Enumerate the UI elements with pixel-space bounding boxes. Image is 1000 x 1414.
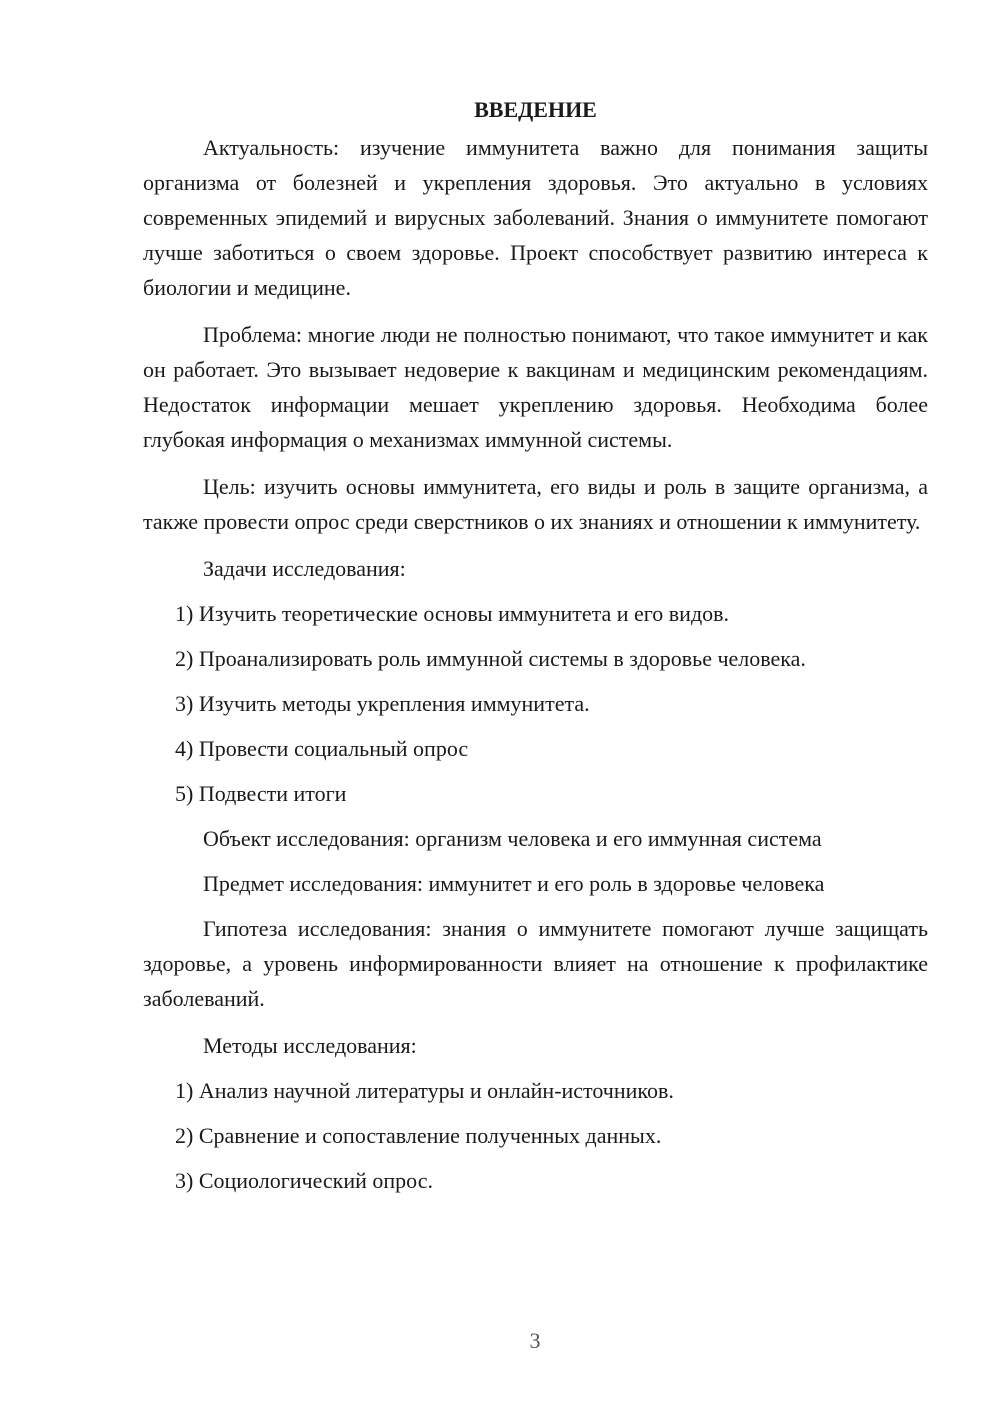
relevance-paragraph: Актуальность: изучение иммунитета важно для понимания защиты организма от болезней и укрепления здоровья. Это актуально в условиях современных эпидемий и вирусных заболеваний. Знания о иммунитете помогают лучше заботиться о своем здоровье. Проект способствует развитию интереса к биологии и медицине.	[143, 135, 928, 300]
page-title: ВВЕДЕНИЕ	[474, 97, 597, 122]
task-item: 4) Провести социальный опрос	[175, 736, 469, 761]
method-item: 3) Социологический опрос.	[175, 1168, 433, 1193]
research-subject: Предмет исследования: иммунитет и его роль в здоровье человека	[203, 871, 825, 896]
problem-paragraph: Проблема: многие люди не полностью понимают, что такое иммунитет и как он работает. Это вызывает недоверие к вакцинам и медицинским рекомендациям. Недостаток информации мешает укреплению здоровья. Необходима более глубокая информация о механизмах иммунной системы.	[143, 322, 928, 452]
method-item: 1) Анализ научной литературы и онлайн-источников.	[175, 1078, 674, 1103]
document-page	[143, 92, 928, 1208]
task-item: 5) Подвести итоги	[175, 781, 347, 806]
task-item: 3) Изучить методы укрепления иммунитета.	[175, 691, 590, 716]
methods-heading: Методы исследования:	[203, 1033, 417, 1058]
page-number: 3	[529, 1328, 541, 1353]
research-object: Объект исследования: организм человека и его иммунная система	[203, 826, 822, 851]
task-item: 2) Проанализировать роль иммунной системы в здоровье человека.	[175, 646, 806, 671]
goal-paragraph: Цель: изучить основы иммунитета, его виды и роль в защите организма, а также провести опрос среди сверстников о их знаниях и отношении к иммунитету.	[143, 474, 928, 534]
method-item: 2) Сравнение и сопоставление полученных данных.	[175, 1123, 662, 1148]
task-item: 1) Изучить теоретические основы иммунитета и его видов.	[175, 601, 730, 626]
tasks-heading: Задачи исследования:	[203, 556, 406, 581]
hypothesis-paragraph: Гипотеза исследования: знания о иммунитете помогают лучше защищать здоровье, а уровень информированности влияет на отношение к профилактике заболеваний.	[143, 916, 928, 1011]
